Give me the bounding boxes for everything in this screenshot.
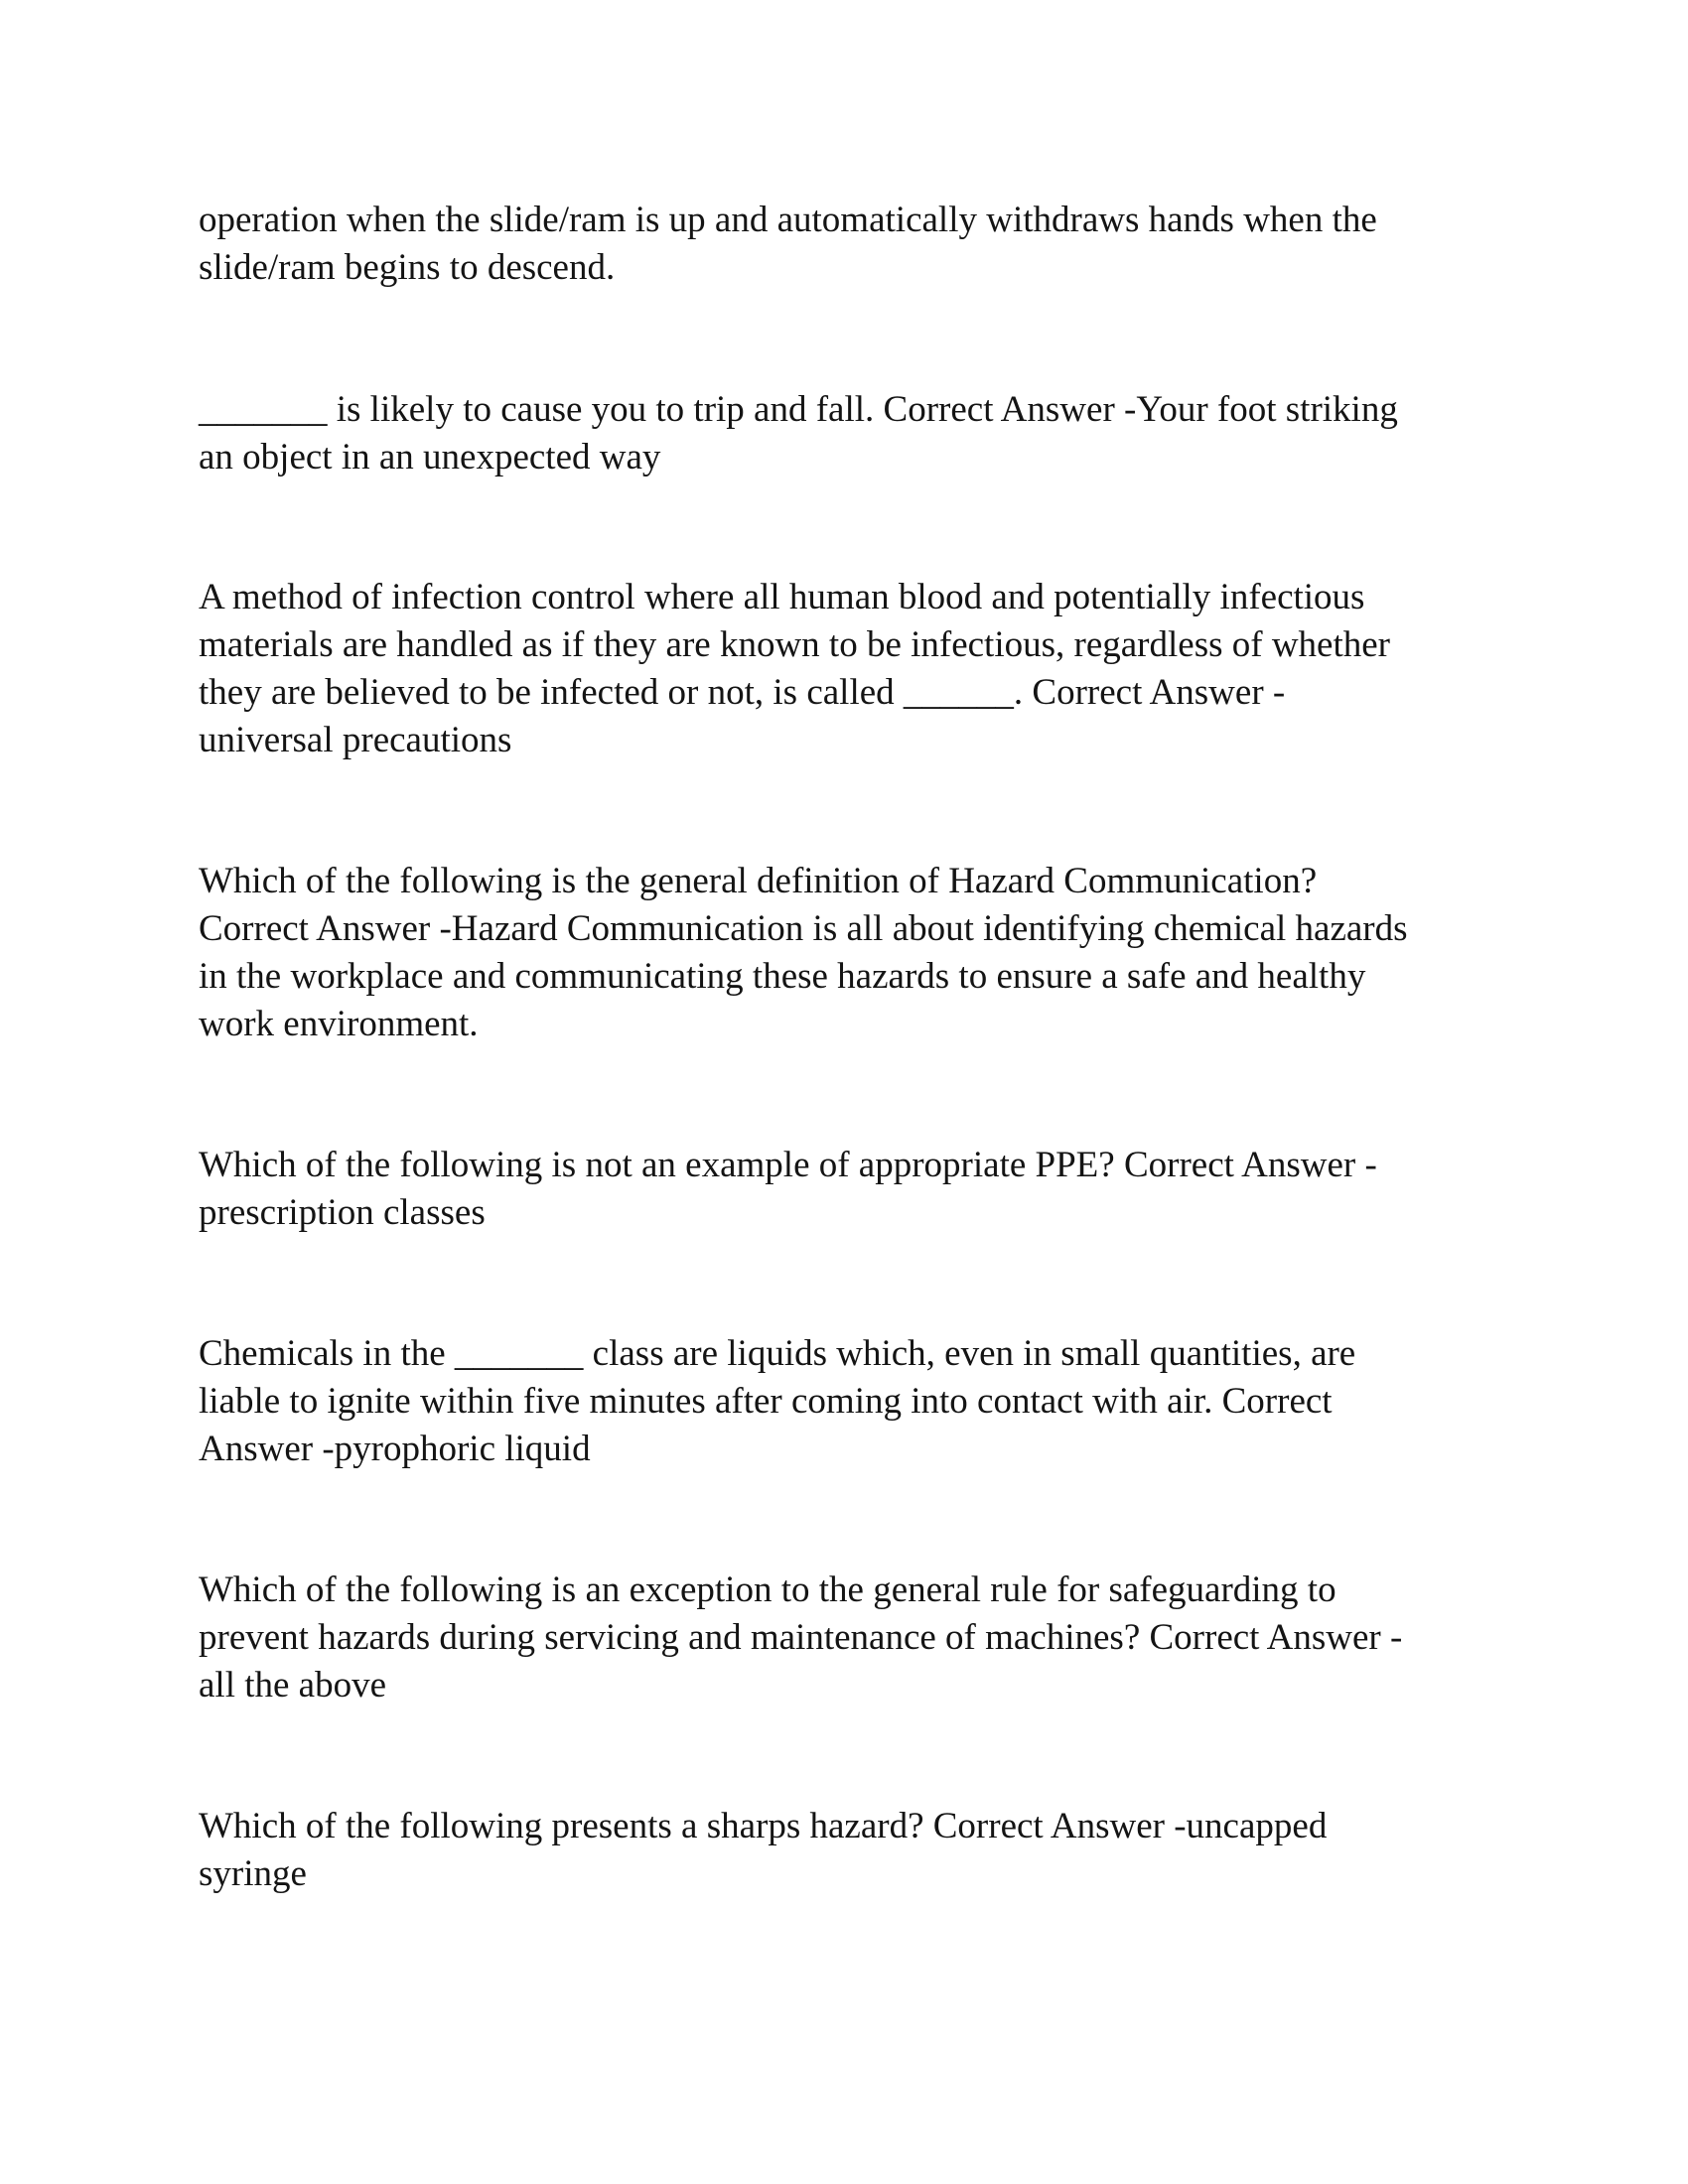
question-pyrophoric-chemicals: Chemicals in the _______ class are liquids which, even in small quantities, are liable to ignite within five minutes after coming into contact with air. Correct Answer -pyrophoric liquid [199, 1333, 1356, 1469]
question-continuation-text: operation when the slide/ram is up and automatically withdraws hands when the slide/ram begins to descend. [199, 200, 1377, 288]
question-infection-control: A method of infection control where all human blood and potentially infectious materials are handled as if they are known to be infectious, regardless of whether they are believed to be infected or not, is called ______. Correct Answer - universal precautions [199, 577, 1390, 760]
question-safeguarding-exception: Which of the following is an exception to the general rule for safeguarding to prevent hazards during servicing and maintenance of machines? Correct Answer - all the above [199, 1570, 1403, 1706]
question-trip-and-fall: _______ is likely to cause you to trip and fall. Correct Answer -Your foot striking an object in an unexpected way [199, 389, 1398, 478]
question-hazard-communication: Which of the following is the general definition of Hazard Communication? Correct Answer -Hazard Communication is all about identifying chemical hazards in the workplace and communicating these hazards to ensure a safe and healthy work environment. [199, 861, 1408, 1044]
question-ppe-example: Which of the following is not an example of appropriate PPE? Correct Answer - prescription classes [199, 1145, 1377, 1233]
question-sharps-hazard: Which of the following presents a sharps hazard? Correct Answer -uncapped syringe [199, 1806, 1328, 1894]
